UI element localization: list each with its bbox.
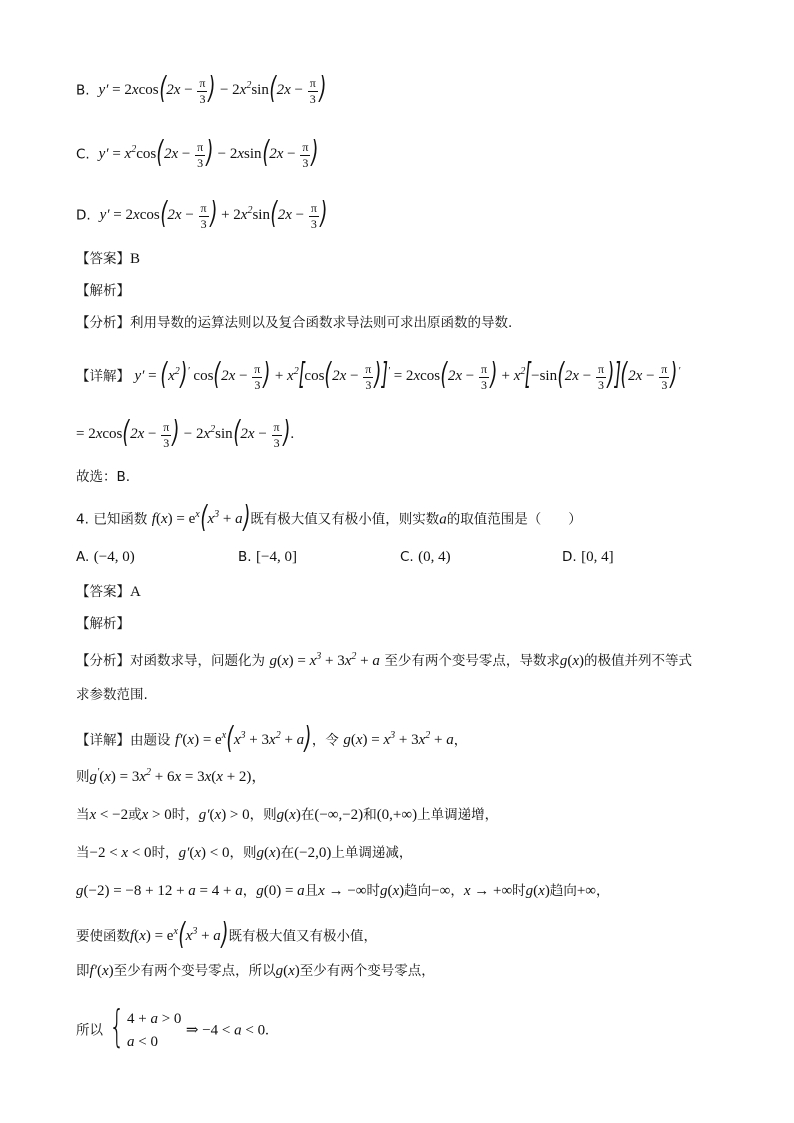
- l4-lim1: x → −∞: [318, 883, 367, 899]
- fenxi2-t1: 对函数求导，问题化为: [130, 653, 265, 669]
- fenxi-line-2b: [76, 688, 148, 703]
- q4-option-b[interactable]: [238, 550, 297, 565]
- l2-b: 或: [128, 807, 142, 823]
- l4-gm2: g(−2) = −8 + 12 + a = 4 + a: [76, 883, 243, 899]
- conclusion-line: [76, 1000, 269, 1053]
- question-post: 的取值范围是（ ）: [446, 511, 582, 528]
- question-mid: 既有极大值又有极小值，则实数: [250, 511, 440, 528]
- q4-option-d-label: D.: [562, 549, 577, 565]
- fenxi-line-1: [76, 316, 512, 331]
- option-d-label: D.: [76, 207, 91, 224]
- zero-line: [76, 964, 435, 979]
- q4-option-a[interactable]: [76, 550, 135, 565]
- choose-line: [76, 470, 130, 485]
- analysis-line-1: [76, 284, 130, 299]
- option-b-label: B.: [76, 82, 90, 99]
- l2-f: 和: [363, 807, 377, 823]
- question-4: [76, 500, 582, 535]
- l5-b: 既有极大值又有极小值，: [228, 928, 377, 945]
- q4-option-d[interactable]: [562, 550, 614, 565]
- xiangjie2-t3: ，: [453, 732, 468, 749]
- analysis-line-2: [76, 617, 130, 632]
- l2-gprime: g′(x) > 0: [198, 807, 250, 823]
- system-brace: {: [109, 1000, 125, 1052]
- xiangjie-2-line-1: [76, 721, 468, 756]
- l4-f: 时: [512, 883, 526, 899]
- fenxi-text: 利用导数的运算法则以及复合函数求导法则可求出原函数的导数.: [130, 315, 513, 331]
- l4-g0: g(0) = a: [256, 883, 305, 899]
- l4-h: ，: [595, 883, 610, 899]
- question-function: $f(x) = e^x(x^3 + a)$: [151, 500, 250, 535]
- increasing-line: [76, 808, 498, 823]
- l4-lim2: x → +∞: [463, 883, 513, 899]
- l4-e: ，: [450, 883, 464, 899]
- line1-pre: 则: [76, 769, 90, 785]
- xiangjie2-t2: ，令: [311, 732, 339, 749]
- g-prime-formula: $g'(x) = 3x^2 + 6x = 3x(x + 2)$，: [89, 767, 267, 785]
- xiangjie-tag-2: 【详解】: [76, 732, 130, 749]
- option-c-formula: $y' = x^2\cos(2x$ − $\frac{\pi}{3}$ ) − 2xsin(2x − $\frac{\pi}{3}$ ): [98, 135, 319, 170]
- analysis-tag: 【解析】: [76, 283, 130, 299]
- l4-a: ，: [242, 883, 257, 899]
- xiangjie-line-2: [76, 415, 295, 450]
- q4-option-b-value: [−4, 0]: [256, 549, 297, 565]
- fenxi-line-2: [76, 652, 692, 669]
- l3-b: 时，: [151, 845, 179, 861]
- option-c: [76, 135, 319, 170]
- l4-posinf: +∞: [576, 883, 596, 899]
- fenxi2-formula: $g(x) = x^3 + 3x^2 + a$: [269, 651, 380, 669]
- conclusion-result: ⇒ −4 < a < 0.: [185, 1022, 269, 1039]
- fenxi2-t2: 至少有两个变号零点，导数求: [384, 653, 560, 669]
- l4-g1: g(x): [380, 883, 405, 899]
- l2-c: 时，: [171, 807, 199, 823]
- q4-option-d-value: [0, 4]: [581, 549, 614, 565]
- answer-line-1: [76, 252, 140, 267]
- l6-fprime: f′(x): [89, 963, 114, 979]
- question-pre: 已知函数: [93, 511, 148, 528]
- choose-text: 故选：B.: [76, 469, 131, 485]
- q4-option-c[interactable]: [400, 550, 451, 565]
- l2-cond1: x < −2: [89, 807, 129, 823]
- q4-option-a-label: A.: [76, 549, 90, 565]
- l2-interval1: (−∞,−2): [314, 807, 364, 823]
- l2-d: ，则: [249, 807, 277, 823]
- l4-c: 时: [366, 883, 380, 899]
- l5-function: $f(x) = e^x(x^3 + a)$: [130, 917, 229, 952]
- question-var: a: [439, 511, 447, 528]
- answer-tag-2: 【答案】: [76, 584, 130, 600]
- xiangjie2-t1: 由题设: [130, 732, 171, 749]
- q4-option-b-label: B.: [238, 549, 252, 565]
- option-c-label: C.: [76, 146, 90, 163]
- l3-d: 在: [280, 845, 295, 861]
- l2-interval2: (0,+∞): [376, 807, 418, 823]
- fenxi2-g: g(x): [559, 653, 584, 669]
- analysis-tag-2: 【解析】: [76, 616, 130, 632]
- l2-g: g(x): [276, 807, 301, 823]
- l3-cond: −2 < x < 0: [89, 845, 152, 861]
- l6-b: 至少有两个变号零点，所以: [113, 963, 276, 979]
- l6-a: 即: [76, 963, 90, 979]
- option-b-formula: y′ = 2xcos(2x − $\frac{\pi}{3}$ ) − $2x^2\sin(2x$ − $\frac{\pi}{3}$ ): [98, 71, 327, 106]
- l6-g: g(x): [275, 963, 300, 979]
- l3-c: ，则: [229, 845, 257, 861]
- l4-g2: g(x): [525, 883, 550, 899]
- option-b: [76, 71, 327, 106]
- l3-interval: (−2,0): [294, 845, 332, 861]
- l2-e: 在: [300, 807, 315, 823]
- derivation-formula-1: $y' = (x^2)'$ cos(2x − $\frac{\pi}{3}$ ) + $x^2[\cos(2x$ − $\frac{\pi}{3}$ )]′ = 2xcos(2x − $\frac{\pi}{3}$ ) + $x^2[-\sin(2x$ − $\frac{\pi}{3}$ )](2x − $\frac{\pi}{3}$ )′: [134, 357, 681, 392]
- xiangjie2-fprime: $f'(x) = e^x(x^3 + 3x^2 + a)$: [174, 721, 312, 756]
- q4-option-c-label: C.: [400, 549, 414, 565]
- derivative-g-line: [76, 768, 266, 785]
- question-number: 4.: [76, 511, 89, 528]
- l5-a: 要使函数: [76, 928, 130, 945]
- l2-a: 当: [76, 807, 90, 823]
- l3-gprime: g′(x) < 0: [178, 845, 230, 861]
- l3-g: g(x): [256, 845, 281, 861]
- values-line: [76, 884, 609, 899]
- l2-g-text: 上单调递增，: [417, 807, 499, 823]
- l3-a: 当: [76, 845, 90, 861]
- fenxi2-t3: 的极值并列不等式: [584, 653, 692, 669]
- l3-e: 上单调递减，: [331, 845, 413, 861]
- inequality-system: 4 + a > 0 a < 0: [127, 1011, 182, 1050]
- xiangjie-tag: 【详解】: [76, 368, 130, 385]
- option-d-formula: y′ = 2xcos(2x − $\frac{\pi}{3}$ ) + $2x^2\sin(2x$ − $\frac{\pi}{3}$ ): [99, 196, 328, 231]
- xiangjie2-g: $g(x) = x^3 + 3x^2 + a$: [343, 730, 454, 749]
- l4-b: 且: [304, 883, 319, 899]
- fenxi-tag-2: 【分析】: [76, 653, 130, 669]
- q4-option-a-value: (−4, 0): [93, 549, 135, 565]
- l7-a: 所以: [76, 1022, 103, 1039]
- answer-value-2: A: [130, 584, 141, 600]
- q4-option-c-value: (0, 4): [418, 549, 451, 565]
- l2-cond2: x > 0: [141, 807, 172, 823]
- l4-g: 趋向: [549, 883, 577, 899]
- l4-d: 趋向: [404, 883, 432, 899]
- answer-tag: 【答案】: [76, 251, 130, 267]
- xiangjie-line-1: [76, 357, 681, 392]
- answer-value: B: [130, 251, 141, 267]
- derivation-formula-2: = 2xcos(2x − $\frac{\pi}{3}$ ) − $2x^2\sin(2x$ − $\frac{\pi}{3}$ ).: [76, 415, 295, 450]
- l6-c: 至少有两个变号零点，: [299, 963, 435, 979]
- answer-line-2: [76, 585, 141, 600]
- decreasing-line: [76, 846, 412, 861]
- fenxi2-t4: 求参数范围.: [76, 687, 148, 703]
- fenxi-tag: 【分析】: [76, 315, 130, 331]
- option-d: [76, 196, 328, 231]
- l4-neginf: −∞: [431, 883, 451, 899]
- requirement-line: [76, 917, 377, 952]
